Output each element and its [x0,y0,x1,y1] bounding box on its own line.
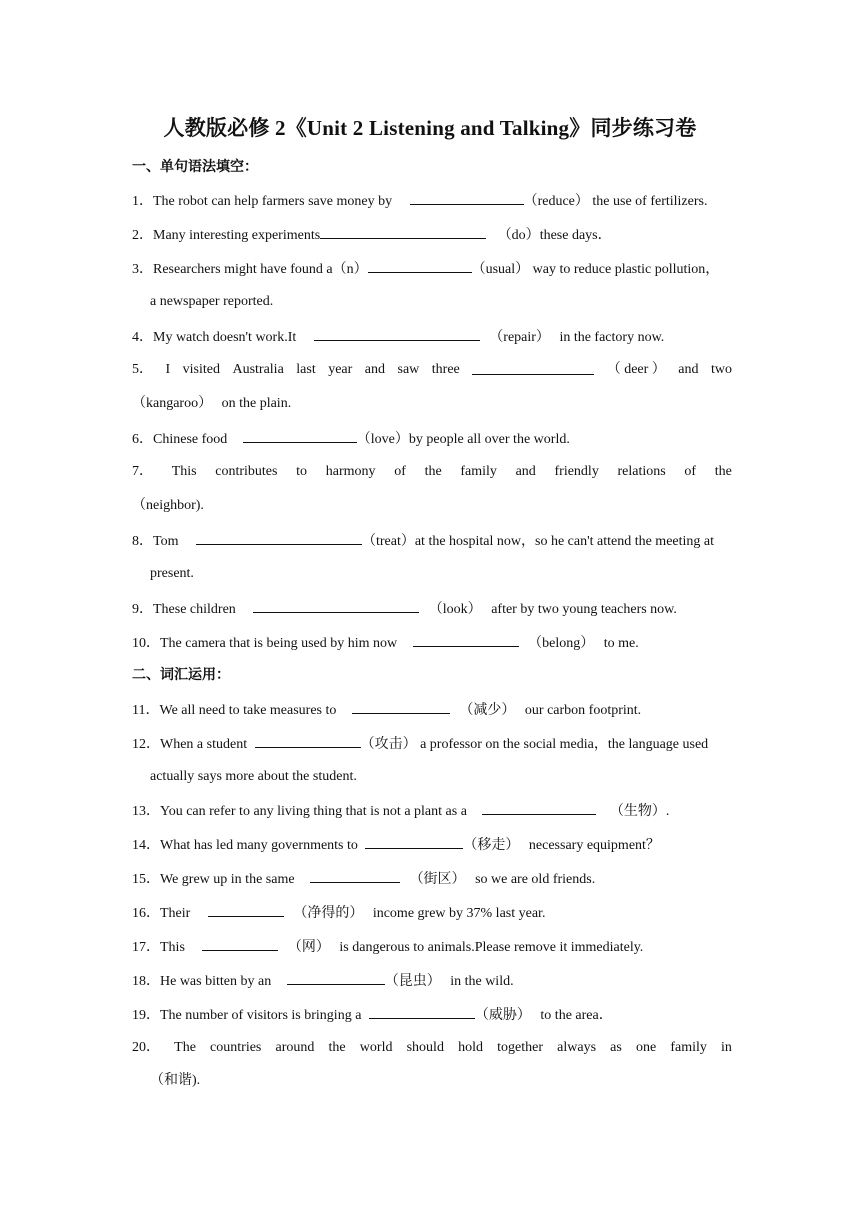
question-4: 4．My watch doesn't work.It （repair） in the factory now. [132,326,732,348]
answer-blank-5a[interactable] [472,360,594,375]
answer-blank-9[interactable] [253,598,419,613]
answer-blank-17[interactable] [202,936,278,951]
question-7-continued: （neighbor). [132,498,204,513]
question-3-continued: a newspaper reported. [150,294,274,309]
question-14: 14．What has led many governments to （移走） necessary equipment？ [132,834,732,856]
question-10: 10．The camera that is being used by him now （belong） to me. [132,632,732,654]
answer-blank-15[interactable] [310,868,400,883]
question-5-continued: （kangaroo） on the plain. [132,396,292,411]
answer-blank-6[interactable] [243,428,357,443]
answer-blank-4[interactable] [314,326,480,341]
question-7: 7． This contributes to harmony of the family and friendly relations of the [132,464,732,479]
answer-blank-16[interactable] [208,902,284,917]
question-16: 16．Their （净得的） income grew by 37% last year. [132,902,732,924]
question-8-continued: present. [150,566,194,581]
question-9: 9．These children （look） after by two young teachers now. [132,598,732,620]
section-heading-grammar: 一、单句语法填空： [132,159,258,175]
question-3: 3．Researchers might have found a（n） （usual） way to reduce plastic pollution， [132,258,732,280]
question-20: 20． The countries around the world should hold together always as one family in [132,1040,732,1055]
question-1: 1．The robot can help farmers save money by （reduce） the use of fertilizers. [132,190,732,212]
question-8: 8．Tom （treat）at the hospital now，so he can't attend the meeting at [132,530,732,552]
section-heading-vocabulary: 二、词汇运用： [132,667,230,683]
question-17: 17．This （网） is dangerous to animals.Please remove it immediately. [132,936,732,958]
question-2: 2．Many interesting experiments （do）these days． [132,224,732,246]
answer-blank-8[interactable] [196,530,362,545]
answer-blank-11[interactable] [352,699,450,714]
answer-blank-12[interactable] [255,733,361,748]
answer-blank-14[interactable] [365,834,463,849]
question-15: 15．We grew up in the same （街区） so we are old friends. [132,868,732,890]
question-20-continued: （和谐). [150,1073,201,1088]
question-11: 11．We all need to take measures to （减少） our carbon footprint. [132,699,732,721]
answer-blank-13[interactable] [482,800,596,815]
question-12-continued: actually says more about the student. [150,769,357,784]
answer-blank-10[interactable] [413,632,519,647]
question-5: 5． I visited Australia last year and saw three （ deer ） and two [132,362,732,377]
answer-blank-3[interactable] [368,258,472,273]
answer-blank-19[interactable] [369,1004,475,1019]
page-title: 人教版必修 2《Unit 2 Listening and Talking》同步练习卷 [163,116,697,140]
question-6: 6．Chinese food （love）by people all over the world. [132,428,732,450]
answer-blank-2[interactable] [320,224,486,239]
answer-blank-18[interactable] [287,970,385,985]
answer-blank-1[interactable] [410,190,524,205]
question-12: 12．When a student （攻击） a professor on the social media，the language used [132,733,732,755]
question-18: 18．He was bitten by an （昆虫） in the wild. [132,970,732,992]
question-19: 19．The number of visitors is bringing a （威胁） to the area． [132,1004,732,1026]
question-13: 13．You can refer to any living thing that is not a plant as a （生物）. [132,800,732,822]
